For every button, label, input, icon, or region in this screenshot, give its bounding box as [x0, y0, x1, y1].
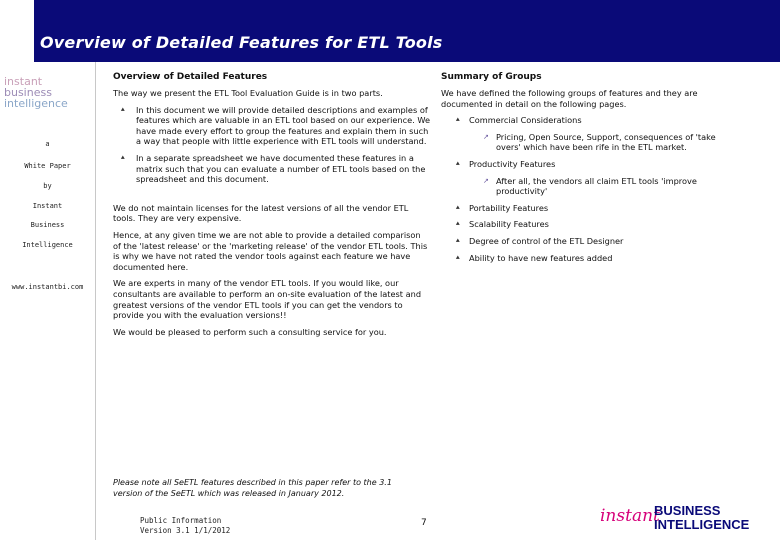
sidebar-text-by: by [43, 182, 52, 190]
left-bullet-text: In this document we will provide detailed descriptions and examples of features which are valuable in an ETL tool based on our experience. We have made every effort to group the features and explain them in such a way that people with little experience with ETL tools will understand. [136, 104, 431, 147]
footer-version: Version 3.1 1/1/2012 [140, 526, 231, 535]
group-label: Scalability Features [469, 219, 549, 230]
group-label: Productivity Features [469, 158, 556, 169]
group-sub-text: Pricing, Open Source, Support, consequences of 'take overs' which have been rife in the ETL market. [496, 131, 716, 153]
footer-classification: Public Information [140, 516, 222, 525]
sidebar-text-white-paper: White Paper [24, 162, 71, 170]
logo-line-1: instant [4, 75, 43, 88]
sidebar-text-business: Business [30, 221, 65, 229]
right-intro: We have defined the following groups of features and they are documented in detail on the following pages. [441, 88, 698, 109]
bullet-icon: ⯅ [455, 253, 461, 262]
group-item [441, 115, 741, 126]
group-item [441, 253, 741, 264]
left-paragraph: Hence, at any given time we are not able to provide a detailed comparison of the 'latest release' or the 'marketing release' of the vendor ETL tools. This is why we have not rated the vendor tools against each feature we have documented here. [113, 229, 428, 272]
left-paragraph: We are experts in many of the vendor ETL tools. If you would like, our consultants are available to perform an on-site evaluation of the latest and greatest versions of the vendor ETL tools if you can get the vendors to provide you with the evaluation versions!! [113, 278, 422, 321]
sub-bullet-icon: ↗ [483, 176, 489, 185]
banner-left-strip [0, 0, 34, 62]
right-column [441, 88, 741, 269]
bullet-icon: ⯅ [455, 159, 461, 168]
left-intro: The way we present the ETL Tool Evaluation Guide is in two parts. [113, 88, 383, 98]
logo-line-3: intelligence [4, 97, 68, 110]
sidebar [0, 62, 96, 540]
group-label: Portability Features [469, 202, 549, 213]
group-label: Commercial Considerations [469, 115, 582, 126]
sub-bullet-icon: ↗ [483, 132, 489, 141]
sidebar-text-instant: Instant [32, 202, 63, 210]
sidebar-text-intelligence: Intelligence [22, 241, 73, 249]
version-note: Please note all SeETL features described in this paper refer to the 3.1 version of the SeETL which was released in January 2012. [113, 478, 392, 498]
left-paragraph: We do not maintain licenses for the latest versions of all the vendor ETL tools. They are very expensive. [113, 202, 409, 224]
group-label: Ability to have new features added [469, 252, 613, 263]
bullet-icon: ⯅ [120, 153, 126, 162]
left-column [113, 88, 431, 343]
title-banner [0, 0, 780, 62]
right-heading: Summary of Groups [441, 72, 542, 82]
page-title: Overview of Detailed Features for ETL Tools [40, 33, 443, 52]
page-number: 7 [421, 518, 427, 528]
logo-bi-text [654, 504, 776, 532]
logo-intelligence-text: INTELLIGENCE [654, 517, 750, 532]
left-paragraph: We would be pleased to perform such a consulting service for you. [113, 326, 387, 337]
logo-line-2: business [4, 86, 52, 99]
left-bullet-item [113, 153, 431, 185]
logo-instant-text: instant [600, 506, 660, 526]
bullet-icon: ⯅ [455, 220, 461, 229]
group-sub-text: After all, the vendors all claim ETL tools 'improve productivity' [496, 175, 697, 197]
instant-bi-logo-small [4, 76, 92, 118]
group-label: Degree of control of the ETL Designer [469, 235, 624, 246]
bullet-icon: ⯅ [120, 105, 126, 114]
bullet-icon: ⯅ [455, 116, 461, 125]
group-item [441, 159, 741, 170]
bullet-icon: ⯅ [455, 236, 461, 245]
group-item [441, 219, 741, 230]
group-sub-item [441, 176, 741, 197]
left-bullet-item [113, 105, 431, 147]
group-sub-item [441, 132, 741, 153]
group-item [441, 236, 741, 247]
sidebar-website-link[interactable]: www.instantbi.com [11, 283, 84, 291]
left-heading: Overview of Detailed Features [113, 72, 268, 82]
footer-info [140, 516, 230, 536]
group-item [441, 203, 741, 214]
sidebar-text-a: a [45, 140, 50, 148]
instant-bi-logo-large [600, 504, 776, 534]
left-bullet-text: In a separate spreadsheet we have documented these features in a matrix such that you can evaluate a number of ETL tools based on the spreadsheet and this document. [136, 152, 426, 185]
logo-business-text: BUSINESS [654, 503, 721, 518]
bullet-icon: ⯅ [455, 203, 461, 212]
